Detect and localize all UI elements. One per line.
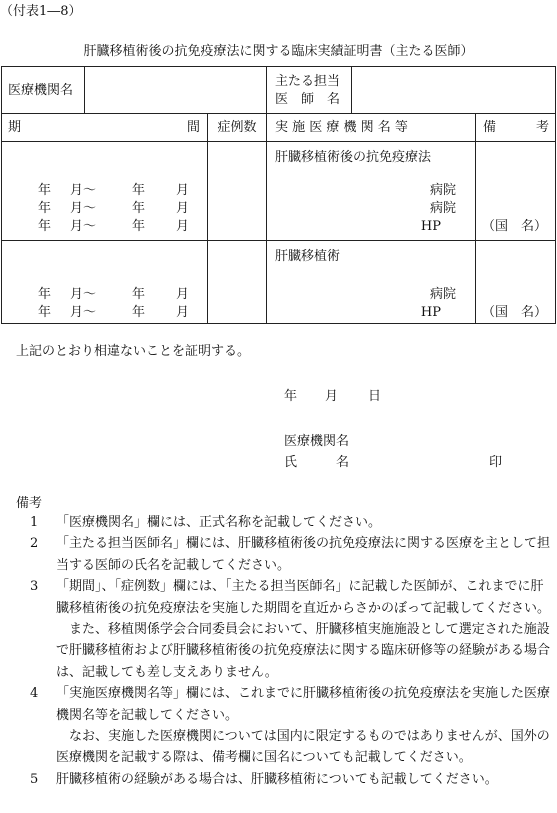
form-rule: [266, 66, 267, 114]
period-row: 年 月～ 年 月: [38, 183, 190, 198]
doctor-label-line1: 主たる担当: [275, 74, 341, 89]
remarks-country: （国 名）: [482, 219, 548, 234]
form-border-right: [555, 66, 556, 324]
facility-suffix: HP: [420, 219, 441, 234]
note-item: 1 「医療機関名」欄には、正式名称を記載してください。: [30, 515, 382, 530]
facility-suffix: 病院: [429, 183, 456, 198]
period-row: 年 月～ 年 月: [38, 305, 190, 320]
col-remarks-header: 備 考: [483, 120, 549, 135]
section1-heading: 肝臓移植術後の抗免疫療法: [275, 150, 432, 165]
facility-suffix: 病院: [429, 201, 456, 216]
signature-name-label: 氏 名: [284, 455, 350, 470]
col-period-header: 期 間: [8, 120, 200, 135]
form-rule: [1, 141, 556, 142]
institution-value[interactable]: [87, 68, 265, 112]
note-item: 4 「実施医療機関名等」欄には、これまでに肝臓移植術後の抗免疫療法を実施した医療機関名等を記載してください。 なお、実施した医療機関については国内に限定するものではありませんが、国外の医療機関を記載する際は、備考欄に国名についても記載してください。: [30, 686, 551, 766]
form-rule: [266, 113, 267, 324]
doctor-name-value[interactable]: [354, 68, 553, 112]
remarks-country: （国 名）: [482, 305, 548, 320]
notes-list: [16, 512, 552, 790]
section2-heading: 肝臓移植術: [275, 249, 341, 264]
form-rule: [1, 240, 556, 241]
form-border-left: [1, 66, 2, 324]
note-item: 3 「期間」、「症例数」欄には、「主たる担当医師名」に記載した医師が、これまでに肝臓移植術後の抗免疫療法を実施した期間を直近からさかのぼって記載してください。 また、移植関係学会合同委員会において、肝臓移植実施施設として選定された施設で肝臓移植術および肝臓移植術後の抗免疫療法に関する臨床研修等の経験がある場合は、記載しても差し支えありません。: [30, 579, 551, 680]
certification-statement: 上記のとおり相違ないことを証明する。: [16, 344, 251, 359]
form-rule: [475, 113, 476, 324]
facility-suffix: HP: [420, 305, 441, 320]
document-title: 肝臓移植術後の抗免疫療法に関する臨床実績証明書（主たる医師）: [83, 44, 474, 59]
col-cases-header: 症例数: [217, 120, 257, 135]
certificate-form: [1, 66, 556, 324]
col-facility-header: 実 施 医 療 機 関 名 等: [275, 120, 408, 135]
doctor-label-line2: 医 師 名: [275, 92, 341, 107]
period-row: 年 月～ 年 月: [38, 287, 190, 302]
date-line: 年 月 日: [284, 389, 382, 404]
note-item: 5 肝臓移植術の経験がある場合は、肝臓移植術についても記載してください。: [30, 771, 498, 787]
form-rule: [351, 66, 352, 114]
form-border-bottom: [1, 323, 556, 324]
signature-institution-label: 医療機関名: [284, 434, 350, 449]
notes-heading: 備考: [16, 496, 43, 511]
note-item: 2 「主たる担当医師名」欄には、肝臓移植術後の抗免疫療法に関する医療を主として担当する医師の氏名を記載してください。: [30, 536, 551, 573]
institution-label: 医療機関名: [8, 83, 74, 98]
period-row: 年 月～ 年 月: [38, 201, 190, 216]
period-row: 年 月～ 年 月: [38, 219, 190, 234]
page-label: （付表1―8）: [0, 4, 82, 19]
form-rule: [84, 66, 85, 114]
form-rule: [207, 113, 208, 324]
seal-mark: 印: [489, 455, 503, 470]
facility-suffix: 病院: [429, 287, 456, 302]
